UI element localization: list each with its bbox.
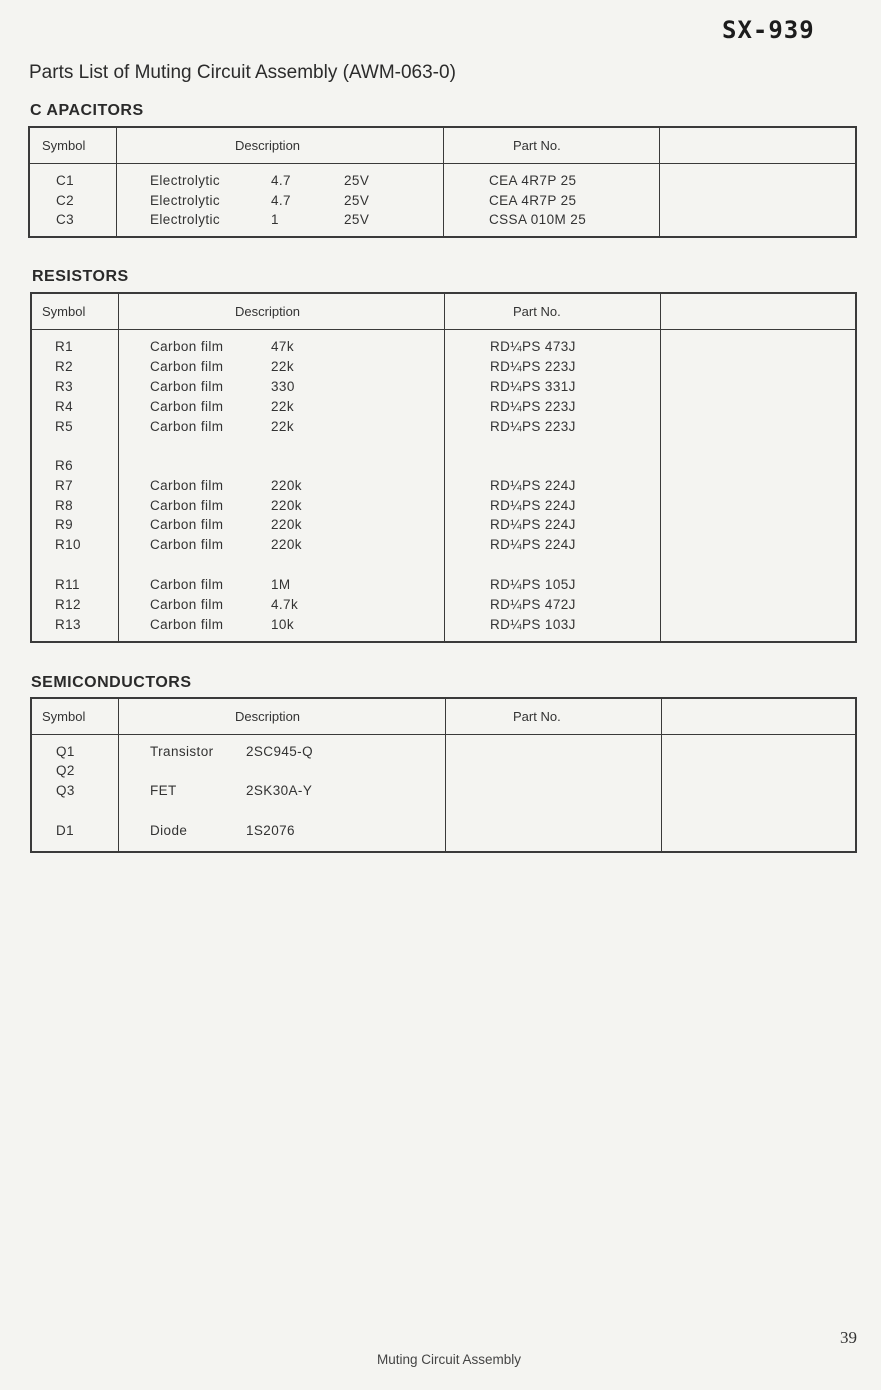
- symbol-cell: R3: [55, 379, 74, 394]
- symbol-header: Symbol: [42, 304, 86, 319]
- type-cell: Electrolytic: [150, 173, 221, 188]
- part-cell: CEA 4R7P 25: [489, 193, 577, 208]
- symbol-header: Symbol: [42, 709, 86, 724]
- table-row: [32, 823, 855, 843]
- type-cell: FET: [150, 783, 177, 798]
- table-row: [32, 458, 855, 478]
- table-row: [30, 193, 855, 213]
- part-cell: RD¼PS 224J: [490, 517, 576, 532]
- value-cell: 22k: [271, 399, 294, 414]
- value-cell: 220k: [271, 537, 302, 552]
- part-no-header: Part No.: [513, 709, 561, 724]
- table-row: [32, 617, 855, 637]
- symbol-cell: R8: [55, 498, 74, 513]
- value-cell: 330: [271, 379, 295, 394]
- part-cell: RD¼PS 472J: [490, 597, 576, 612]
- symbol-cell: Q1: [56, 744, 75, 759]
- type-cell: Carbon film: [150, 339, 224, 354]
- model-number: SX-939: [722, 16, 815, 44]
- value-cell: 220k: [271, 517, 302, 532]
- value-cell: 22k: [271, 419, 294, 434]
- table-row: [32, 783, 855, 803]
- symbol-cell: R4: [55, 399, 74, 414]
- table-row: [30, 173, 855, 193]
- table-row: [32, 537, 855, 557]
- symbol-cell: R10: [55, 537, 81, 552]
- part-cell: RD¼PS 331J: [490, 379, 576, 394]
- value-cell: 220k: [271, 478, 302, 493]
- symbol-cell: C1: [56, 173, 75, 188]
- capacitors-heading: C APACITORS: [30, 102, 144, 119]
- symbol-cell: R7: [55, 478, 74, 493]
- description-header: Description: [235, 709, 301, 724]
- part-cell: RD¼PS 224J: [490, 498, 576, 513]
- symbol-cell: C2: [56, 193, 75, 208]
- value-cell: 10k: [271, 617, 294, 632]
- rating-cell: 25V: [344, 173, 370, 188]
- semiconductors-table: [30, 697, 857, 853]
- symbol-cell: R12: [55, 597, 81, 612]
- value-cell: 1M: [271, 577, 291, 592]
- part-cell: RD¼PS 223J: [490, 359, 576, 374]
- type-cell: Carbon film: [150, 577, 224, 592]
- resistors-table: [30, 292, 857, 643]
- part-cell: RD¼PS 103J: [490, 617, 576, 632]
- part-cell: CSSA 010M 25: [489, 212, 587, 227]
- type-cell: Diode: [150, 823, 188, 838]
- table-row: [32, 419, 855, 439]
- page-title: Parts List of Muting Circuit Assembly (AWM-063-0): [29, 62, 456, 83]
- value-cell: 22k: [271, 359, 294, 374]
- table-row: [32, 597, 855, 617]
- part-no-header: Part No.: [513, 304, 561, 319]
- type-cell: Carbon film: [150, 419, 224, 434]
- part-cell: RD¼PS 223J: [490, 399, 576, 414]
- value-cell: 1S2076: [246, 823, 295, 838]
- part-cell: RD¼PS 473J: [490, 339, 576, 354]
- value-cell: 47k: [271, 339, 294, 354]
- type-cell: Carbon film: [150, 478, 224, 493]
- table-row: [32, 744, 855, 764]
- rating-cell: 25V: [344, 193, 370, 208]
- rating-cell: 25V: [344, 212, 370, 227]
- value-cell: 1: [271, 212, 279, 227]
- type-cell: Carbon film: [150, 359, 224, 374]
- capacitors-table: [28, 126, 857, 238]
- type-cell: Carbon film: [150, 597, 224, 612]
- value-cell: 4.7k: [271, 597, 299, 612]
- symbol-cell: R6: [55, 458, 74, 473]
- page-number: 39: [840, 1328, 857, 1347]
- symbol-cell: Q2: [56, 763, 75, 778]
- value-cell: 2SK30A-Y: [246, 783, 313, 798]
- resistors-heading: RESISTORS: [32, 268, 129, 285]
- type-cell: Electrolytic: [150, 193, 221, 208]
- table-row: [32, 763, 855, 783]
- value-cell: 4.7: [271, 193, 291, 208]
- table-row: [32, 379, 855, 399]
- part-cell: RD¼PS 223J: [490, 419, 576, 434]
- description-header: Description: [235, 138, 301, 153]
- symbol-cell: R5: [55, 419, 74, 434]
- table-row: [32, 577, 855, 597]
- symbol-cell: C3: [56, 212, 75, 227]
- type-cell: Carbon film: [150, 399, 224, 414]
- type-cell: Carbon film: [150, 517, 224, 532]
- type-cell: Transistor: [150, 744, 214, 759]
- description-header: Description: [235, 304, 301, 319]
- symbol-cell: R13: [55, 617, 81, 632]
- value-cell: 220k: [271, 498, 302, 513]
- table-row: [30, 212, 855, 232]
- table-row: [32, 478, 855, 498]
- symbol-header: Symbol: [42, 138, 86, 153]
- part-cell: CEA 4R7P 25: [489, 173, 577, 188]
- symbol-cell: R1: [55, 339, 74, 354]
- type-cell: Carbon film: [150, 617, 224, 632]
- type-cell: Carbon film: [150, 379, 224, 394]
- value-cell: 4.7: [271, 173, 291, 188]
- value-cell: 2SC945-Q: [246, 744, 313, 759]
- symbol-cell: D1: [56, 823, 75, 838]
- type-cell: Carbon film: [150, 537, 224, 552]
- table-row: [32, 399, 855, 419]
- table-row: [32, 359, 855, 379]
- footer-caption: Muting Circuit Assembly: [376, 1352, 522, 1367]
- type-cell: Carbon film: [150, 498, 224, 513]
- semiconductors-heading: SEMICONDUCTORS: [31, 674, 192, 691]
- symbol-cell: R9: [55, 517, 74, 532]
- type-cell: Electrolytic: [150, 212, 221, 227]
- part-cell: RD¼PS 224J: [490, 478, 576, 493]
- table-header: [32, 699, 855, 735]
- part-cell: RD¼PS 224J: [490, 537, 576, 552]
- symbol-cell: R11: [55, 577, 80, 592]
- part-no-header: Part No.: [513, 138, 561, 153]
- table-row: [32, 517, 855, 537]
- symbol-cell: R2: [55, 359, 74, 374]
- symbol-cell: Q3: [56, 783, 75, 798]
- table-row: [32, 339, 855, 359]
- part-cell: RD¼PS 105J: [490, 577, 576, 592]
- table-row: [32, 498, 855, 518]
